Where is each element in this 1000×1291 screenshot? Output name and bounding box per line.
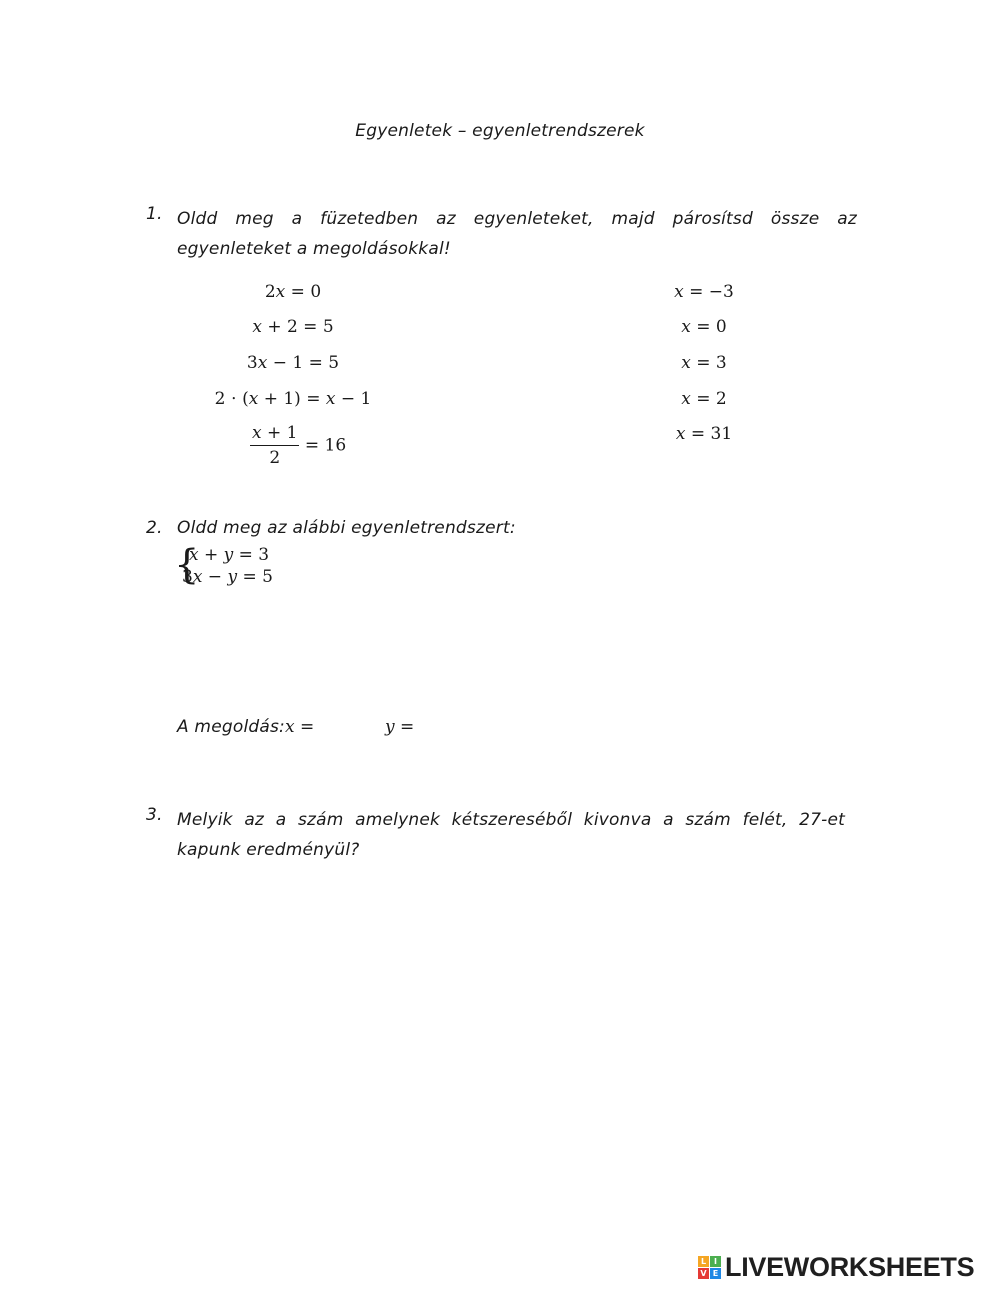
- equation-4: 2 ⋅ (𝑥 + 1) = 𝑥 − 1: [214, 389, 372, 409]
- logo-letter: I: [710, 1256, 721, 1267]
- question-3-number: 3.: [146, 805, 163, 825]
- question-1-number: 1.: [146, 204, 163, 224]
- answer-x-label: 𝑥 =: [285, 717, 315, 737]
- equation-2: 𝑥 + 2 = 5: [252, 317, 334, 337]
- logo-badge-icon: [698, 1256, 721, 1279]
- equation-5-fraction: [250, 423, 346, 468]
- answer-y-input[interactable]: [420, 716, 480, 740]
- equation-3: 3𝑥 − 1 = 5: [246, 353, 340, 373]
- liveworksheets-logo: [698, 1252, 974, 1283]
- worksheet-title: Egyenletek – egyenletrendszerek: [355, 121, 645, 141]
- solution-5: 𝑥 = 31: [675, 424, 733, 444]
- fraction-denominator: 2: [269, 448, 281, 468]
- solution-1: 𝑥 = −3: [674, 282, 734, 302]
- answer-y-label: 𝑦 =: [385, 717, 415, 737]
- question-1-text: Oldd meg a füzetedben az egyenleteket, majd párosítsd össze az egyenleteket a megoldásokkal!: [177, 209, 857, 259]
- logo-letter: E: [710, 1268, 721, 1279]
- system-equation-2: 3𝑥 − 𝑦 = 5: [182, 567, 273, 587]
- solution-4: 𝑥 = 2: [681, 389, 727, 409]
- answer-label: A megoldás:: [177, 717, 285, 737]
- solution-3: 𝑥 = 3: [681, 353, 727, 373]
- answer-x-input[interactable]: [320, 716, 380, 740]
- fraction: [250, 423, 299, 468]
- equation-1: 2𝑥 = 0: [264, 282, 322, 302]
- fraction-numerator: 𝑥 + 1: [250, 423, 299, 446]
- solution-2: 𝑥 = 0: [681, 317, 727, 337]
- system-equation-1: 𝑥 + 𝑦 = 3: [189, 545, 270, 565]
- system-brace: {: [174, 542, 200, 588]
- fraction-rhs: = 16: [304, 435, 347, 456]
- question-3-text: Melyik az a szám amelynek kétszereséből kivonva a szám felét, 27-et kapunk eredményül?: [177, 810, 845, 860]
- logo-letter: L: [698, 1256, 709, 1267]
- question-2-text: Oldd meg az alábbi egyenletrendszert:: [177, 518, 516, 538]
- logo-text: LIVEWORKSHEETS: [725, 1252, 975, 1282]
- question-2-number: 2.: [146, 518, 163, 538]
- logo-letter: V: [698, 1268, 709, 1279]
